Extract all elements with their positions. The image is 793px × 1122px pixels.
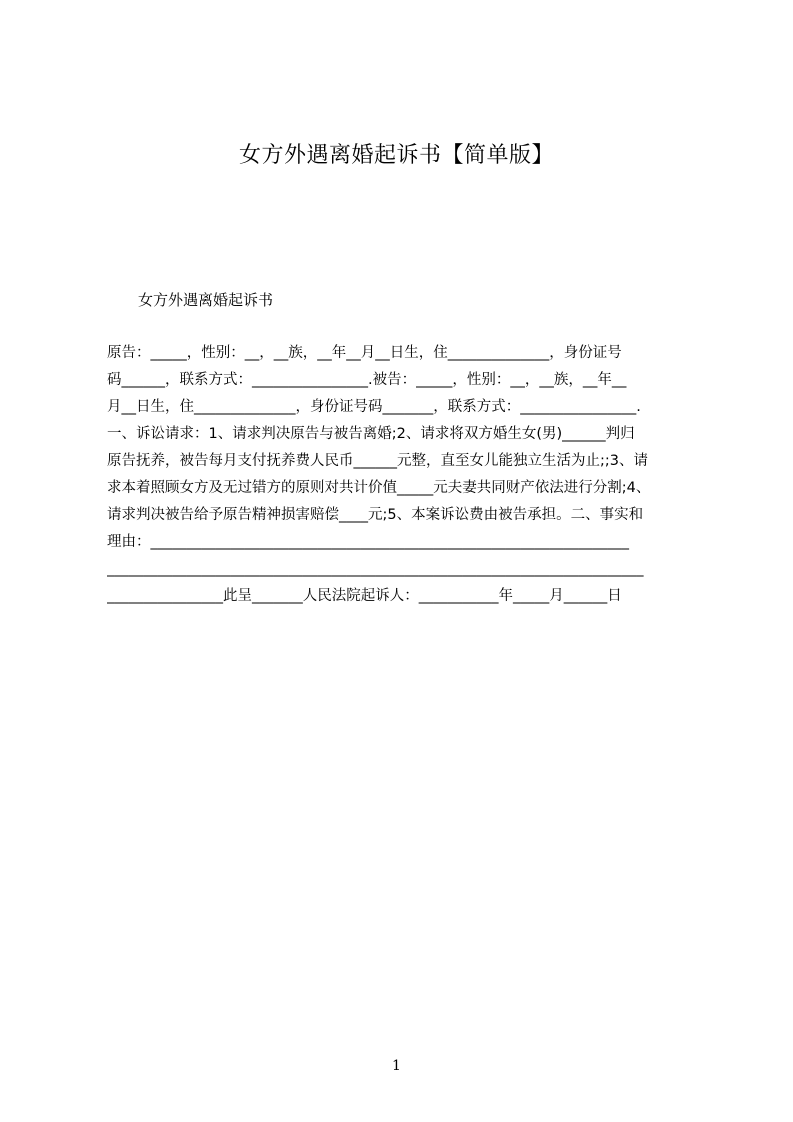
body-line: 请求判决被告给予原告精神损害赔偿____元;5、本案诉讼费由被告承担。二、事实和 xyxy=(107,507,644,523)
body-line: 理由：__________________________________________________________________ xyxy=(107,534,629,550)
body-line: __________________________________________________________________________ xyxy=(107,561,644,577)
body-line: 原告：_____，性别：__，__族，__年__月__日生，住______________，身份证号 xyxy=(107,345,622,361)
body-line: ________________此呈_______人民法院起诉人：___________年_____月______日 xyxy=(107,588,622,604)
document-title: 女方外遇离婚起诉书【简单版】 xyxy=(238,143,554,168)
body-line: 原告抚养，被告每月支付抚养费人民币______元整，直至女儿能独立生活为止;;3、请 xyxy=(107,453,648,469)
body-line: 月__日生，住______________，身份证号码_______，联系方式：________________. xyxy=(107,399,641,415)
body-line: 码______，联系方式：________________.被告：_____，性别：__，__族，__年__ xyxy=(107,372,627,388)
body-line: 求本着照顾女方及无过错方的原则对共计价值_____元夫妻共同财产依法进行分割;4、 xyxy=(107,480,651,496)
document-subtitle: 女方外遇离婚起诉书 xyxy=(138,291,274,309)
body-line: 一、诉讼请求：1、请求判决原告与被告离婚;2、请求将双方婚生女(男)______判归 xyxy=(107,426,635,442)
page-number: 1 xyxy=(392,1058,401,1074)
complaint-body xyxy=(107,340,697,610)
